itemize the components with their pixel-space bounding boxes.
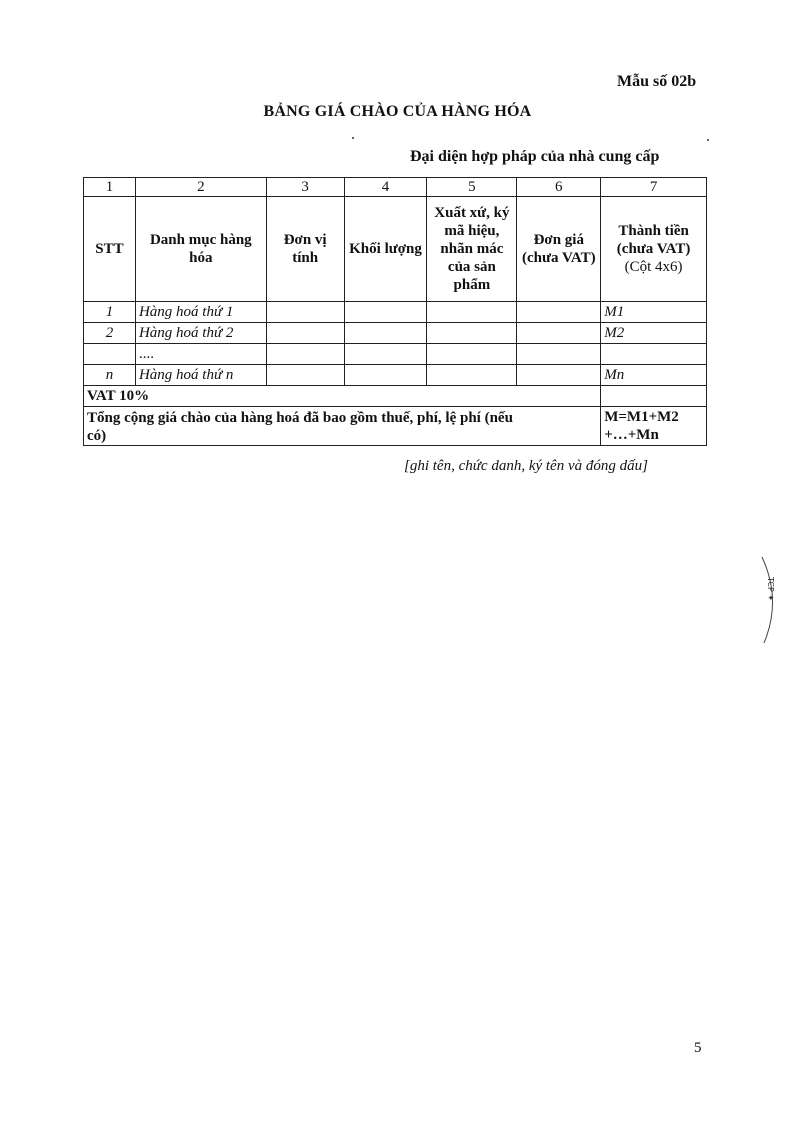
- signer-note: [ghi tên, chức danh, ký tên và đóng dấu]: [404, 458, 648, 474]
- row-unit-price: [517, 323, 601, 344]
- document-title: BẢNG GIÁ CHÀO CỦA HÀNG HÓA: [263, 103, 532, 120]
- column-number: 3: [266, 178, 344, 197]
- row-quantity: [344, 365, 427, 386]
- header-row: [84, 197, 707, 302]
- row-stt: n: [84, 365, 136, 386]
- row-origin: [427, 323, 517, 344]
- total-row: [84, 407, 707, 446]
- column-number: 6: [517, 178, 601, 197]
- header-unit: Đơn vị tính: [266, 197, 344, 302]
- page-number: 5: [694, 1040, 702, 1056]
- column-number: 7: [601, 178, 707, 197]
- row-origin: [427, 344, 517, 365]
- form-number: Mẫu số 02b: [617, 73, 697, 90]
- table-row: [84, 365, 707, 386]
- column-number: 1: [84, 178, 136, 197]
- column-number: 4: [344, 178, 427, 197]
- signer-heading: Đại diện hợp pháp của nhà cung cấp: [410, 148, 660, 165]
- row-amount: M2: [601, 323, 707, 344]
- row-goods: Hàng hoá thứ 1: [135, 302, 266, 323]
- column-number: 2: [135, 178, 266, 197]
- vat-label: VAT 10%: [84, 386, 601, 407]
- row-quantity: [344, 323, 427, 344]
- row-unit: [266, 323, 344, 344]
- row-unit: [266, 302, 344, 323]
- header-quantity: Khối lượng: [344, 197, 427, 302]
- row-origin: [427, 365, 517, 386]
- table-row: [84, 344, 707, 365]
- column-number: 5: [427, 178, 517, 197]
- row-goods: ....: [135, 344, 266, 365]
- total-label-text: Tổng cộng giá chào của hàng hoá đã bao gồm thuế, phí, lệ phí (nếu có): [87, 410, 513, 444]
- header-goods: Danh mục hàng hóa: [135, 197, 266, 302]
- row-amount: [601, 344, 707, 365]
- total-value-line2: +…+Mn: [604, 427, 659, 443]
- row-goods: Hàng hoá thứ n: [135, 365, 266, 386]
- row-unit-price: [517, 302, 601, 323]
- vat-row: [84, 386, 707, 407]
- row-unit-price: [517, 344, 601, 365]
- total-value-line1: M=M1+M2: [604, 409, 679, 425]
- table-row: [84, 323, 707, 344]
- header-origin: Xuất xứ, ký mã hiệu, nhãn mác của sản phẩm: [427, 197, 517, 302]
- row-origin: [427, 302, 517, 323]
- price-quote-table: [83, 177, 707, 446]
- stamp-mark: [760, 555, 790, 645]
- row-unit: [266, 365, 344, 386]
- stamp-text: TCP ✦: [766, 577, 775, 602]
- header-amount-line1: Thành tiền (chưa VAT): [616, 223, 691, 257]
- row-unit: [266, 344, 344, 365]
- scan-speck: [352, 137, 354, 139]
- row-unit-price: [517, 365, 601, 386]
- row-amount: Mn: [601, 365, 707, 386]
- total-value: [601, 407, 707, 446]
- row-stt: 1: [84, 302, 136, 323]
- column-number-row: [84, 178, 707, 197]
- header-unit-price: Đơn giá (chưa VAT): [517, 197, 601, 302]
- header-amount: [601, 197, 707, 302]
- row-amount: M1: [601, 302, 707, 323]
- row-quantity: [344, 302, 427, 323]
- vat-value: [601, 386, 707, 407]
- total-label: [84, 407, 601, 446]
- row-quantity: [344, 344, 427, 365]
- scan-speck: [707, 139, 709, 141]
- table-row: [84, 302, 707, 323]
- header-amount-line2: (Cột 4x6): [624, 259, 683, 275]
- row-stt: 2: [84, 323, 136, 344]
- row-goods: Hàng hoá thứ 2: [135, 323, 266, 344]
- row-stt: [84, 344, 136, 365]
- header-stt: STT: [84, 197, 136, 302]
